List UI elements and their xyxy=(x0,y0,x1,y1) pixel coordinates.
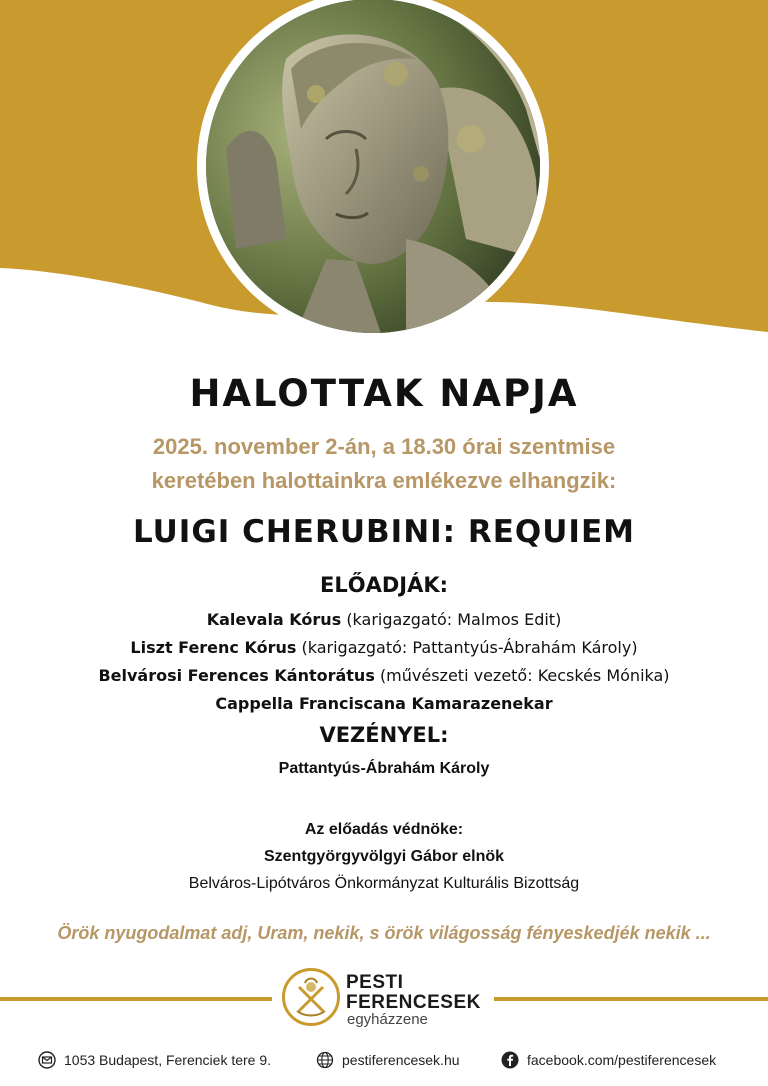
date-line-1: 2025. november 2-án, a 18.30 órai szentmise xyxy=(152,434,616,459)
conductor-heading: VEZÉNYEL: xyxy=(319,723,449,747)
performer-name: Cappella Franciscana Kamarazenekar xyxy=(215,694,553,713)
performer-role: (karigazgató: Malmos Edit) xyxy=(346,610,562,629)
mail-icon xyxy=(38,1051,56,1069)
facebook-icon xyxy=(501,1051,519,1069)
patron-heading: Az előadás védnöke: xyxy=(304,821,464,838)
patron-name: Szentgyörgyvölgyi Gábor elnök xyxy=(263,848,505,865)
prayer-quote: Örök nyugodalmat adj, Uram, nekik, s örök világosság fényeskedjék nekik ... xyxy=(57,923,711,943)
footer-address xyxy=(38,1051,271,1069)
performer-name: Liszt Ferenc Kórus xyxy=(130,638,297,657)
conductor-name: Pattantyús-Ábrahám Károly xyxy=(278,760,490,777)
angel-statue-photo xyxy=(197,0,549,342)
website-link[interactable]: pestiferencesek.hu xyxy=(342,1052,460,1068)
performer-role: (művészeti vezető: Kecskés Mónika) xyxy=(379,666,670,685)
performer-item xyxy=(0,690,768,718)
performer-item xyxy=(0,662,768,690)
performer-role: (karigazgató: Pattantyús-Ábrahám Károly) xyxy=(301,638,638,657)
pesti-ferencesek-logo xyxy=(282,962,522,1032)
footer-facebook[interactable] xyxy=(501,1051,716,1069)
event-date xyxy=(0,430,768,498)
date-line-2: keretében halottainkra emlékezve elhangzik: xyxy=(151,468,617,493)
address-text: 1053 Budapest, Ferenciek tere 9. xyxy=(64,1052,272,1068)
performers-heading: ELŐADJÁK: xyxy=(320,573,448,597)
event-title: HALOTTAK NAPJA xyxy=(189,372,579,415)
work-title: LUIGI CHERUBINI: REQUIEM xyxy=(132,514,635,550)
performer-name: Belvárosi Ferences Kántorátus xyxy=(98,666,375,685)
franciscan-emblem-icon xyxy=(282,968,340,1026)
globe-icon xyxy=(316,1051,334,1069)
performer-item xyxy=(0,606,768,634)
footer-website[interactable] xyxy=(316,1051,460,1069)
logo-text-pesti: PESTI xyxy=(346,972,404,993)
performer-name: Kalevala Kórus xyxy=(206,610,342,629)
divider-left xyxy=(0,997,272,1001)
performer-item xyxy=(0,634,768,662)
patron-block xyxy=(0,816,768,897)
facebook-link[interactable]: facebook.com/pestiferencesek xyxy=(527,1052,717,1068)
patron-organization: Belváros-Lipótváros Önkormányzat Kulturális Bizottság xyxy=(188,875,580,892)
performers-list xyxy=(0,606,768,718)
logo-text-egyhazzene: egyházzene xyxy=(347,1011,428,1028)
logo-text-ferencesek: FERENCESEK xyxy=(346,992,481,1013)
divider-right xyxy=(494,997,768,1001)
